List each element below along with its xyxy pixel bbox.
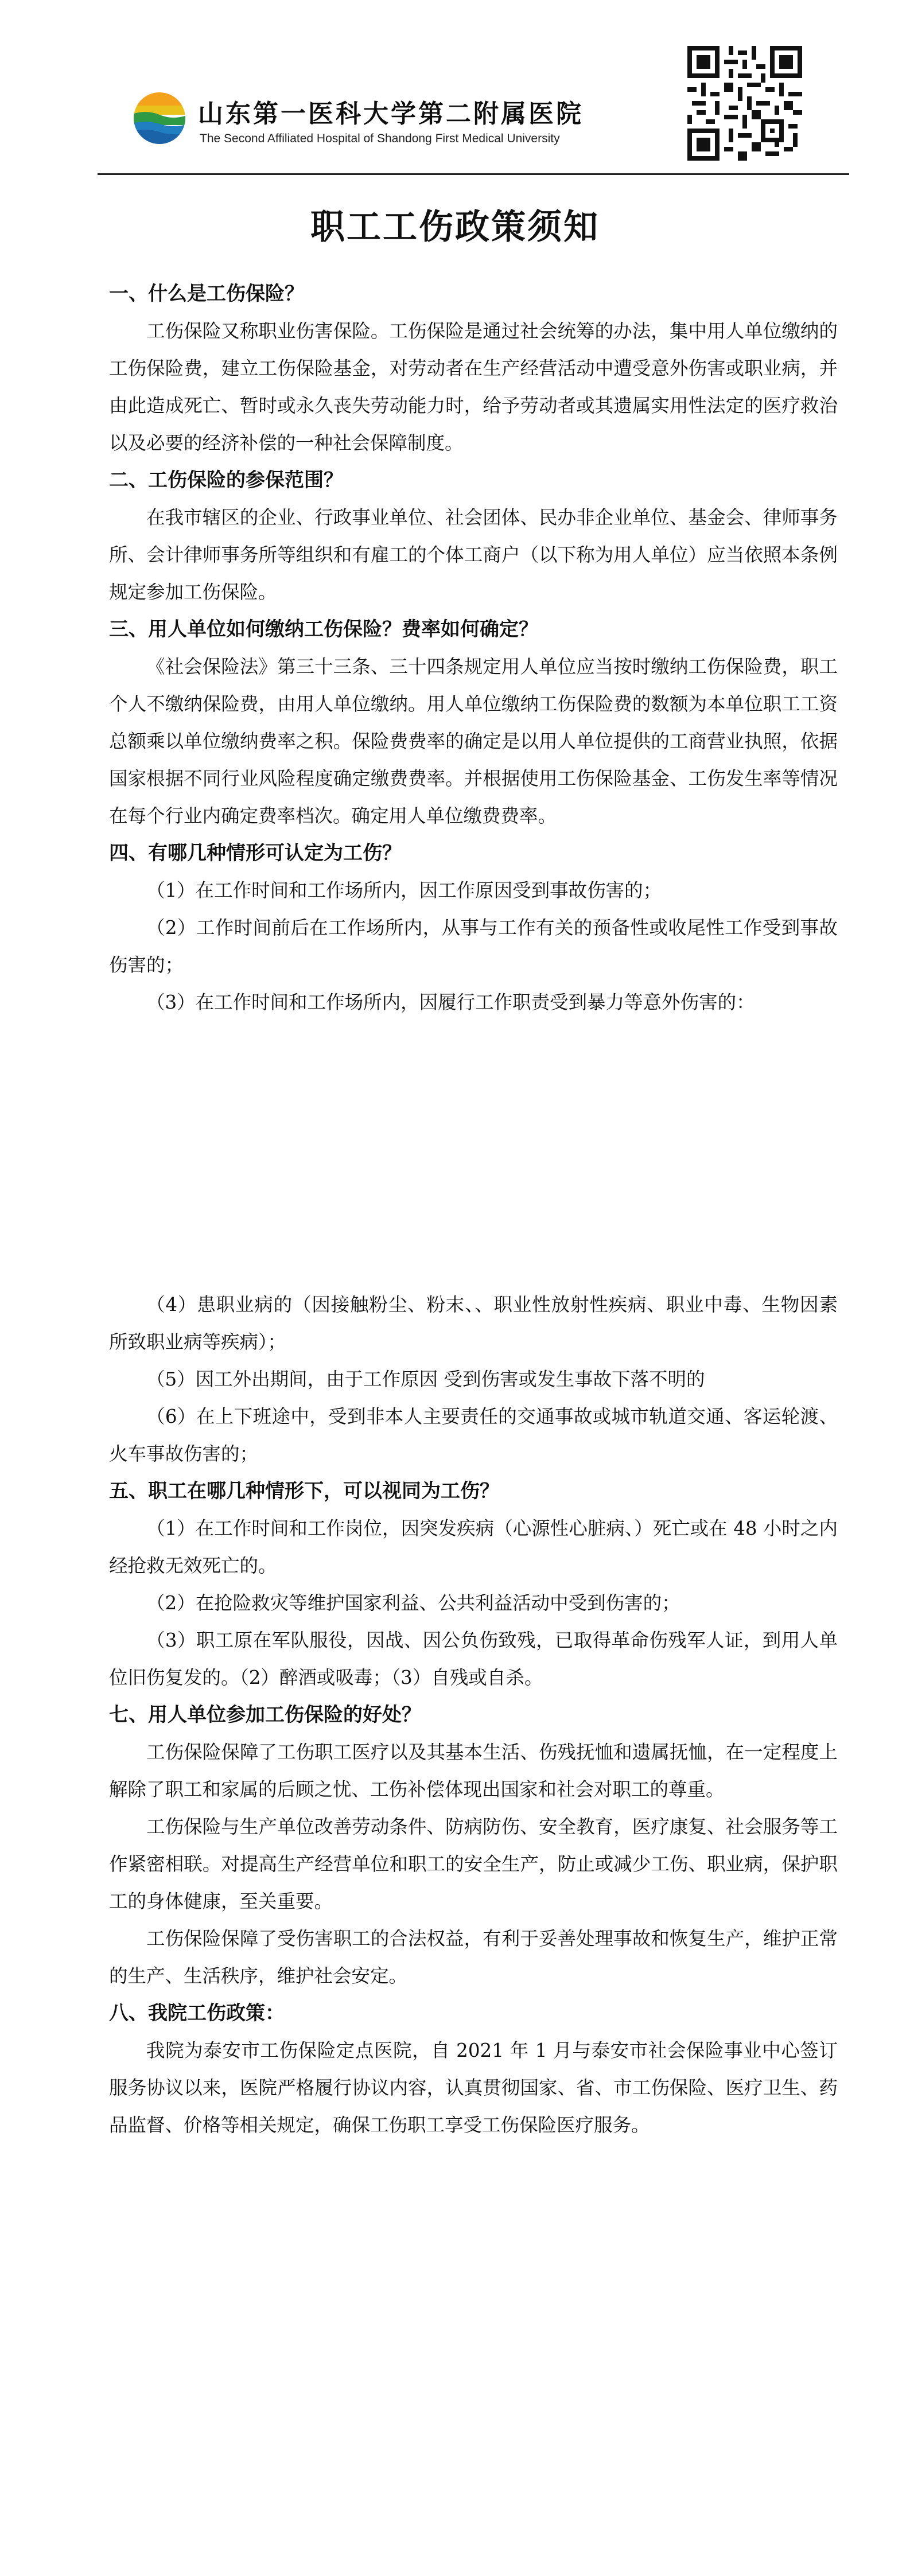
hospital-logo-icon (131, 90, 188, 147)
section-3 (109, 611, 838, 835)
blank-space (109, 1021, 838, 1286)
section-heading: 七、用人单位参加工伤保险的好处？ (109, 1703, 421, 1726)
hospital-name-en: The Second Affiliated Hospital of Shandong First Medical University (200, 132, 560, 145)
section-7 (109, 1696, 838, 1995)
section-paragraph: 工伤保险与生产单位改善劳动条件、防病防伤、安全教育，医疗康复、社会服务等工作紧密相联。对提高生产经营单位和职工的安全生产，防止或减少工伤、职业病，保护职工的身体健康，至关重要。 (109, 1816, 838, 1912)
section-heading: 四、有哪几种情形可认定为工伤？ (109, 842, 402, 865)
section-heading: 二、工伤保险的参保范围？ (109, 469, 343, 492)
list-item: （4）患职业病的（因接触粉尘、粉末、、职业性放射性疾病、职业中毒、生物因素所致职业病等疾病）； (109, 1294, 838, 1353)
list-item: （2）工作时间前后在工作场所内，从事与工作有关的预备性或收尾性工作受到事故伤害的； (109, 917, 838, 976)
section-paragraph: 工伤保险保障了工伤职工医疗以及其基本生活、伤残抚恤和遗属抚恤，在一定程度上解除了职工和家属的后顾之忧、工伤补偿体现出国家和社会对职工的尊重。 (109, 1741, 838, 1800)
section-paragraph: 工伤保险又称职业伤害保险。工伤保险是通过社会统筹的办法，集中用人单位缴纳的工伤保险费，建立工伤保险基金，对劳动者在生产经营活动中遭受意外伤害或职业病，并由此造成死亡、暂时或永久丧失劳动能力时，给予劳动者或其遗属实用性法定的医疗救治以及必要的经济补偿的一种社会保障制度。 (109, 320, 838, 454)
hospital-name-cn: 山东第一医科大学第二附属医院 (198, 99, 584, 129)
document-body (109, 275, 838, 2144)
list-item: （5）因工外出期间，由于工作原因 受到伤害或发生事故下落不明的 (146, 1368, 705, 1390)
header-divider (98, 173, 849, 175)
letterhead (0, 0, 910, 172)
section-8 (109, 1995, 838, 2144)
list-item: （3）在工作时间和工作场所内，因履行工作职责受到暴力等意外伤害的： (146, 991, 755, 1013)
page-title: 职工工伤政策须知 (310, 207, 600, 247)
section-paragraph: 工伤保险保障了受伤害职工的合法权益，有利于妥善处理事故和恢复生产，维护正常的生产、生活秩序，维护社会安定。 (109, 1928, 838, 1987)
section-1 (109, 275, 838, 462)
section-paragraph: 我院为泰安市工伤保险定点医院，自 2021 年 1 月与泰安市社会保险事业中心签订服务协议以来，医院严格履行协议内容，认真贯彻国家、省、市工伤保险、医疗卫生、药品监督、价格等相关规定，确保工伤职工享受工伤保险医疗服务。 (109, 2040, 838, 2136)
list-item: （1）在工作时间和工作场所内，因工作原因受到事故伤害的； (146, 880, 662, 901)
list-item: （1）在工作时间和工作岗位，因突发疾病（心源性心脏病、）死亡或在 48 小时之内经抢救无效死亡的。 (109, 1517, 838, 1577)
section-heading: 三、用人单位如何缴纳工伤保险？费率如何确定？ (109, 618, 538, 641)
list-item: （2）在抢险救灾等维护国家利益、公共利益活动中受到伤害的； (146, 1592, 680, 1614)
section-2 (109, 462, 838, 611)
section-paragraph: 《社会保险法》第三十三条、三十四条规定用人单位应当按时缴纳工伤保险费，职工个人不缴纳保险费，由用人单位缴纳。用人单位缴纳工伤保险费的数额为本单位职工工资总额乘以单位缴纳费率之积。保险费费率的确定是以用人单位提供的工商营业执照，依据国家根据不同行业风险程度确定缴费费率。并根据使用工伤保险基金、工伤发生率等情况在每个行业内确定费率档次。确定用人单位缴费费率。 (109, 656, 838, 827)
list-item: （6）在上下班途中，受到非本人主要责任的交通事故或城市轨道交通、客运轮渡、火车事故伤害的； (109, 1406, 838, 1465)
list-item: （3）职工原在军队服役，因战、因公负伤致残，已取得革命伤残军人证，到用人单位旧伤复发的。（2）醉酒或吸毒；（3）自残或自杀。 (109, 1629, 838, 1688)
section-heading: 五、职工在哪几种情形下，可以视同为工伤？ (109, 1480, 499, 1503)
section-paragraph: 在我市辖区的企业、行政事业单位、社会团体、民办非企业单位、基金会、律师事务所、会计律师事务所等组织和有雇工的个体工商户（以下称为用人单位）应当依照本条例规定参加工伤保险。 (109, 507, 838, 603)
section-5 (109, 1473, 838, 1696)
section-4 (109, 835, 838, 1473)
section-heading: 一、什么是工伤保险？ (109, 282, 304, 305)
section-heading: 八、我院工伤政策： (109, 2002, 285, 2025)
qr-code-icon (687, 46, 802, 161)
